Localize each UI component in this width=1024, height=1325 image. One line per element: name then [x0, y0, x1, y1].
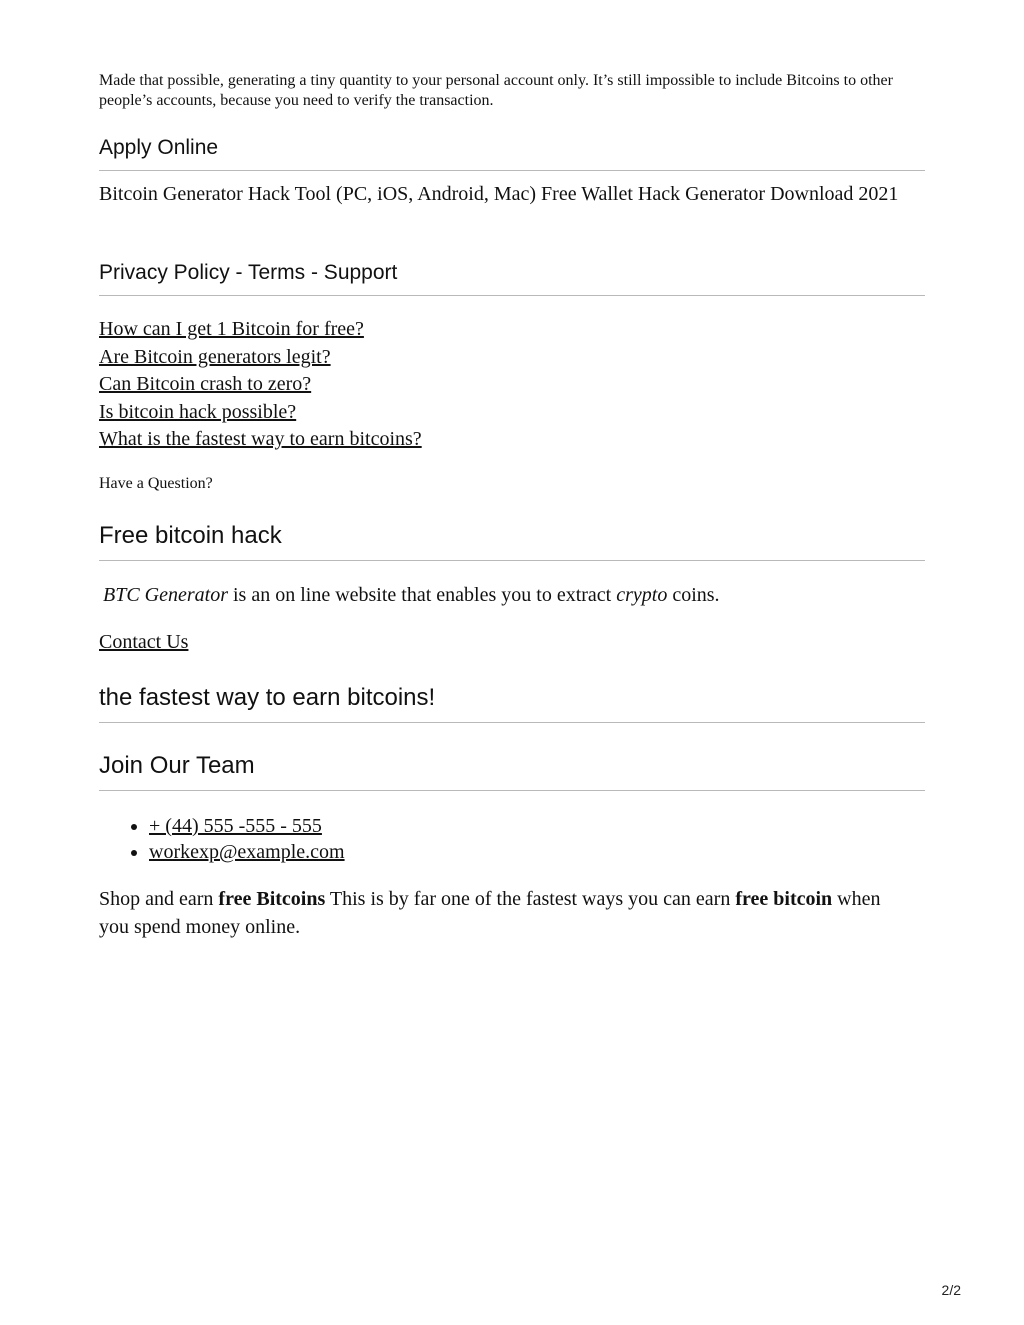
- apply-heading: Apply Online: [99, 134, 925, 171]
- shop-paragraph: [99, 885, 899, 941]
- contact-list-item: [149, 839, 925, 865]
- faq-link-5[interactable]: What is the fastest way to earn bitcoins?: [99, 428, 422, 450]
- free-hack-section: [99, 520, 925, 609]
- faq-link-4[interactable]: Is bitcoin hack possible?: [99, 400, 297, 423]
- free-hack-heading: Free bitcoin hack: [99, 520, 925, 561]
- apply-text: Bitcoin Generator Hack Tool (PC, iOS, Android, Mac) Free Wallet Hack Generator Download 2021: [99, 183, 899, 205]
- phone-link[interactable]: + (44) 555 -555 - 555: [149, 815, 322, 837]
- email-link[interactable]: workexp@example.com: [149, 841, 345, 863]
- contact-list: [99, 813, 925, 865]
- policy-heading: Privacy Policy - Terms - Support: [99, 259, 925, 296]
- shop-bold-2: free bitcoin: [735, 888, 833, 910]
- policy-section: [99, 259, 925, 454]
- btc-generator-em: BTC Generator: [103, 584, 228, 606]
- team-heading: Join Our Team: [99, 750, 925, 791]
- team-section: [99, 750, 925, 865]
- apply-section: [99, 134, 925, 208]
- faq-link-1[interactable]: How can I get 1 Bitcoin for free?: [99, 318, 364, 340]
- shop-text-1: Shop and earn: [99, 888, 219, 910]
- free-hack-text: [99, 581, 925, 609]
- free-hack-mid: is an on line website that enables you to extract: [228, 584, 617, 606]
- faq-link-3[interactable]: Can Bitcoin crash to zero?: [99, 373, 312, 395]
- crypto-em: crypto: [616, 584, 668, 606]
- fastest-heading: the fastest way to earn bitcoins!: [99, 682, 925, 723]
- fastest-section: [99, 682, 925, 723]
- faq-links: [99, 316, 925, 454]
- shop-text-2: This is by far one of the fastest ways you can earn: [325, 888, 736, 910]
- faq-link-2[interactable]: Are Bitcoin generators legit?: [99, 345, 331, 368]
- question-text: Have a Question?: [99, 475, 213, 492]
- free-hack-end: coins.: [667, 584, 720, 606]
- contact-list-item: [149, 813, 925, 839]
- shop-bold-1: free Bitcoins: [218, 888, 326, 910]
- contact-us-link[interactable]: Contact Us: [99, 631, 189, 653]
- shop-text-3: when you spend money online.: [99, 888, 881, 938]
- page-number: 2/2: [941, 1282, 961, 1298]
- intro-paragraph: Made that possible, generating a tiny quantity to your personal account only. It’s still impossible to include Bitcoins to other people’s accounts, because you need to verify the transaction.: [99, 72, 893, 109]
